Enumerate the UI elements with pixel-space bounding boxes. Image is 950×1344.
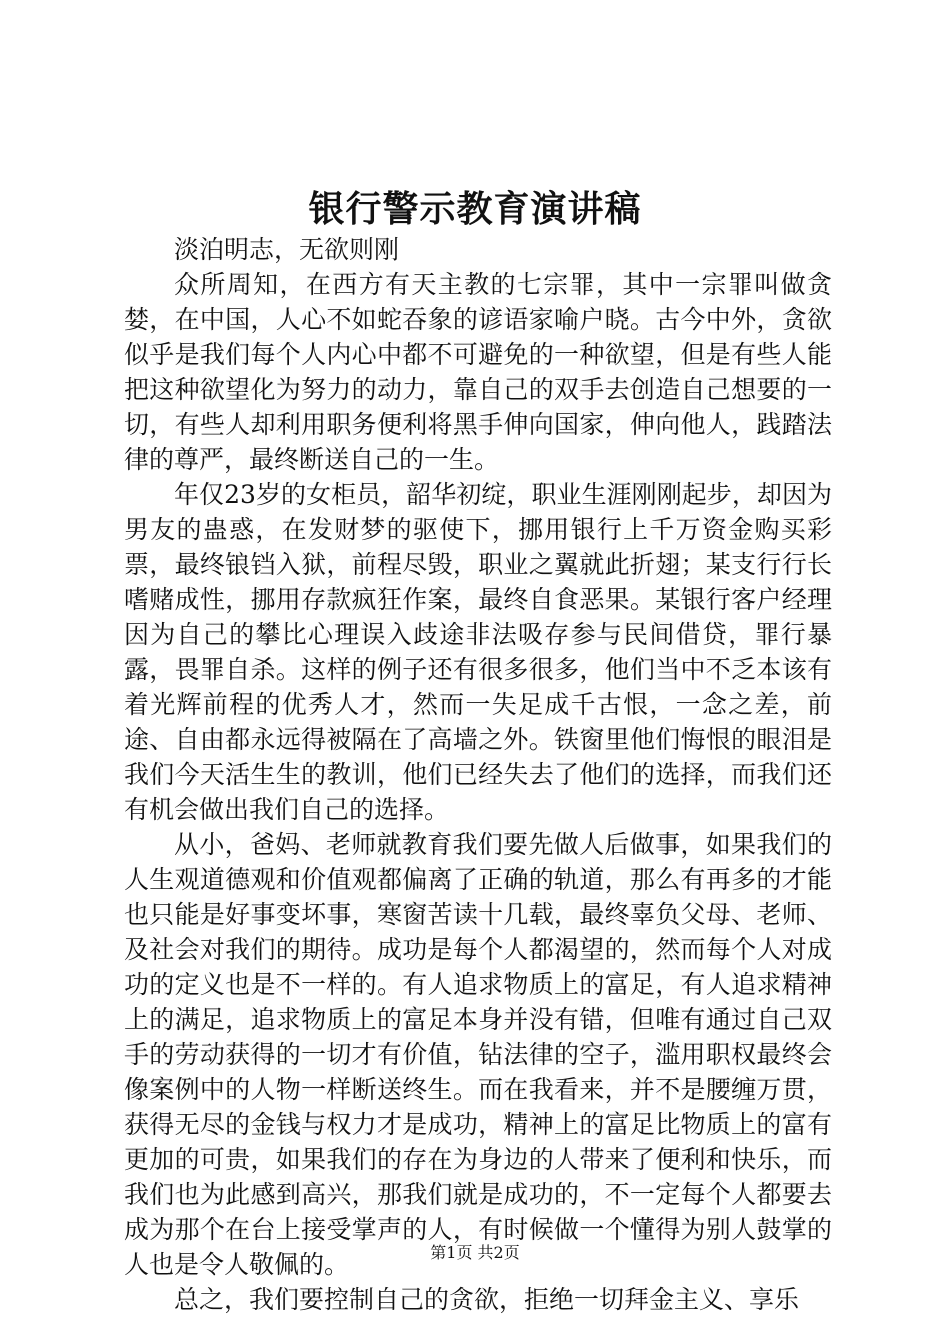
- subtitle-paragraph: 淡泊明志，无欲则刚: [174, 235, 400, 264]
- body-paragraph: 总之，我们要控制自己的贪欲，拒绝一切拜金主义、享乐: [174, 1285, 800, 1314]
- body-paragraph: 从小，爸妈、老师就教育我们要先做人后做事，如果我们的人生观道德观和价值观都偏离了正确的轨道，那么有再多的才能也只能是好事变坏事，寒窗苦读十几载，最终辜负父母、老师、及社会对我们的期待。成功是每个人都渴望的，然而每个人对成功的定义也是不一样的。有人追求物质上的富足，有人追求精神上的满足，追求物质上的富足本身并没有错，但唯有通过自己双手的劳动获得的一切才有价值，钻法律的空子，滥用职权最终会像案例中的人物一样断送终生。而在我看来，并不是腰缠万贯，获得无尽的金钱与权力才是成功，精神上的富足比物质上的富有更加的可贵，如果我们的存在为身边的人带来了便利和快乐，而我们也为此感到高兴，那我们就是成功的，不一定每个人都要去成为那个在台上接受掌声的人，有时候做一个懂得为别人鼓掌的人也是令人敬佩的。: [124, 830, 832, 1279]
- document-body: [124, 232, 832, 1317]
- page-number-footer: 第1页 共2页: [430, 1243, 520, 1262]
- body-paragraph: 众所周知，在西方有天主教的七宗罪，其中一宗罪叫做贪婪，在中国，人心不如蛇吞象的谚语家喻户晓。古今中外，贪欲似乎是我们每个人内心中都不可避免的一种欲望，但是有些人能把这种欲望化为努力的动力，靠自己的双手去创造自己想要的一切，有些人却利用职务便利将黑手伸向国家，伸向他人，践踏法律的尊严，最终断送自己的一生。: [124, 270, 832, 474]
- body-paragraph: 年仅23岁的女柜员，韶华初绽，职业生涯刚刚起步，却因为男友的蛊惑，在发财梦的驱使下，挪用银行上千万资金购买彩票，最终锒铛入狱，前程尽毁，职业之翼就此折翅；某支行行长嗜赌成性，挪用存款疯狂作案，最终自食恶果。某银行客户经理因为自己的攀比心理误入歧途非法吸存参与民间借贷，罪行暴露，畏罪自杀。这样的例子还有很多很多，他们当中不乏本该有着光辉前程的优秀人才，然而一失足成千古恨，一念之差，前途、自由都永远得被隔在了高墙之外。铁窗里他们悔恨的眼泪是我们今天活生生的教训，他们已经失去了他们的选择，而我们还有机会做出我们自己的选择。: [124, 480, 832, 824]
- document-title: 银行警示教育演讲稿: [308, 188, 642, 230]
